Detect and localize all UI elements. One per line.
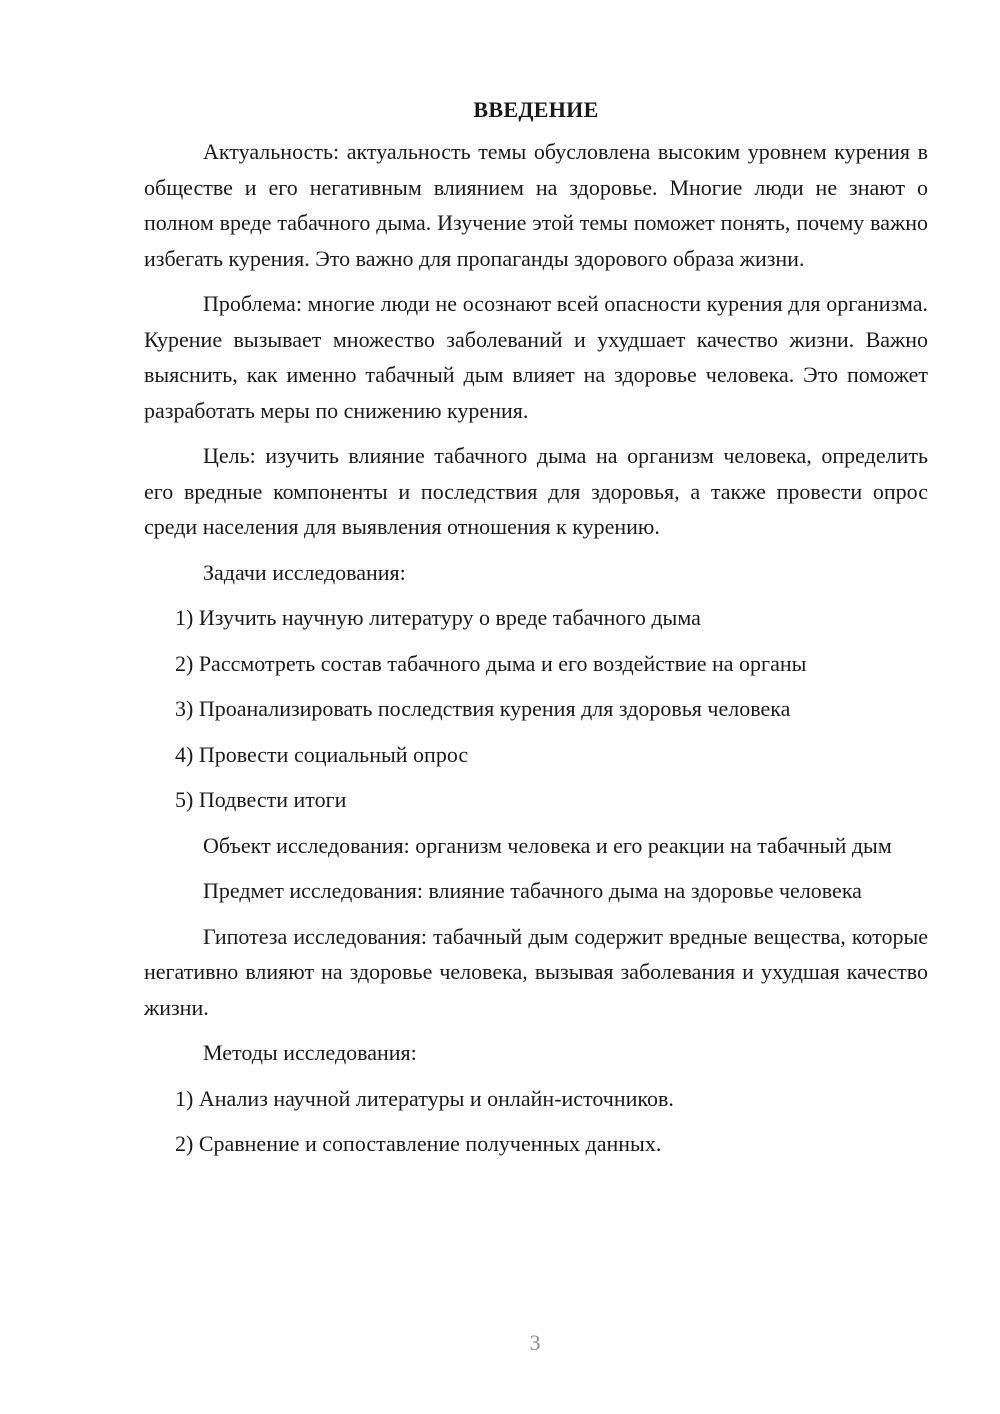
tasks-label: Задачи исследования: [203, 559, 406, 585]
subject-paragraph: Предмет исследования: влияние табачного дыма на здоровье человека [203, 878, 862, 903]
method-item: 2) Сравнение и сопоставление полученных данных. [175, 1131, 662, 1156]
object-paragraph: Объект исследования: организм человека и его реакции на табачный дым [203, 832, 892, 858]
task-item: 5) Подвести итоги [175, 787, 347, 812]
page-number: 3 [529, 1330, 541, 1355]
task-item: 2) Рассмотреть состав табачного дыма и его воздействие на органы [175, 650, 807, 676]
method-item: 1) Анализ научной литературы и онлайн-источников. [175, 1085, 674, 1111]
problem-paragraph: Проблема: многие люди не осознают всей опасности курения для организма. Курение вызывает множество заболеваний и ухудшает качество жизни. Важно выяснить, как именно табачный дым влияет на здоровье человека. Это поможет разработать меры по снижению курения. [144, 291, 928, 423]
task-item: 1) Изучить научную литературу о вреде табачного дыма [175, 605, 701, 630]
methods-list [144, 1081, 928, 1162]
methods-label: Методы исследования: [203, 1040, 417, 1065]
document-page [144, 92, 928, 1162]
section-title: ВВЕДЕНИЕ [473, 97, 599, 122]
hypothesis-paragraph: Гипотеза исследования: табачный дым содержит вредные вещества, которые негативно влияют на здоровье человека, вызывая заболевания и ухудшая качество жизни. [144, 923, 928, 1020]
tasks-list [144, 600, 928, 818]
goal-paragraph: Цель: изучить влияние табачного дыма на организм человека, определить его вредные компоненты и последствия для здоровья, а также провести опрос среди населения для выявления отношения к курению. [144, 443, 928, 539]
task-item: 4) Провести социальный опрос [175, 741, 469, 767]
task-item: 3) Проанализировать последствия курения для здоровья человека [175, 696, 791, 721]
relevance-paragraph: Актуальность: актуальность темы обусловлена высоким уровнем курения в обществе и его негативным влиянием на здоровье. Многие люди не знают о полном вреде табачного дыма. Изучение этой темы поможет понять, почему важно избегать курения. Это важно для пропаганды здорового образа жизни. [144, 139, 928, 271]
